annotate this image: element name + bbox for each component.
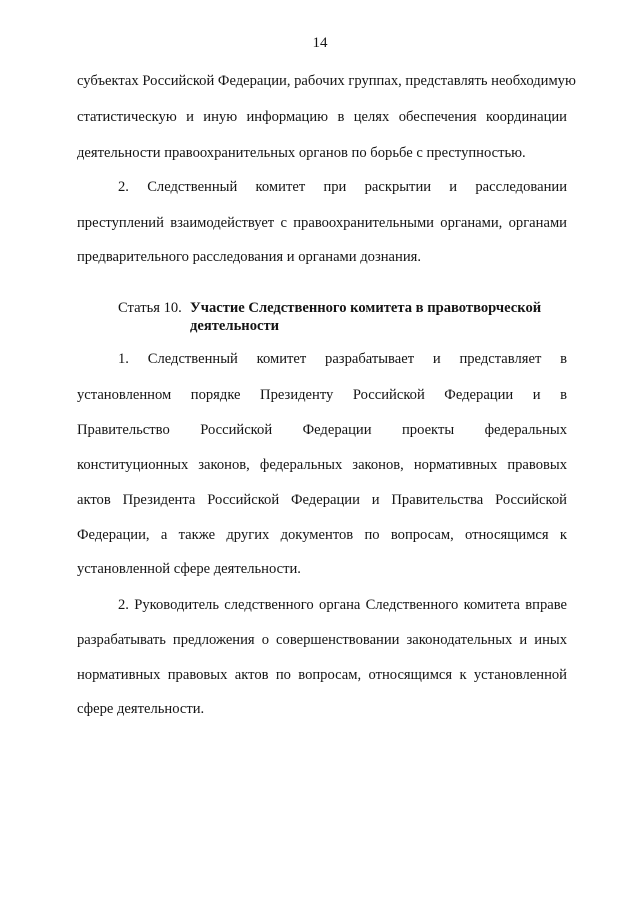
text-line: 2. Следственный комитет при раскрытии и расследовании — [118, 179, 567, 195]
text-line: статистическую и иную информацию в целях обеспечения координации — [77, 109, 567, 125]
text-line: предварительного расследования и органами дознания. — [77, 249, 421, 265]
text-line: установленной сфере деятельности. — [77, 561, 301, 577]
text-line: 2. Руководитель следственного органа Следственного комитета вправе — [118, 597, 567, 613]
text-line: установленном порядке Президенту Российской Федерации и в — [77, 387, 567, 403]
text-line: преступлений взаимодействует с правоохранительными органами, органами — [77, 215, 567, 231]
text-line: субъектах Российской Федерации, рабочих группах, представлять необходимую — [77, 73, 576, 89]
text-line: конституционных законов, федеральных законов, нормативных правовых — [77, 457, 567, 473]
text-line: разрабатывать предложения о совершенствовании законодательных и иных — [77, 632, 567, 648]
text-line: Правительство Российской Федерации проекты федеральных — [77, 422, 567, 438]
article-label: Статья 10. — [118, 300, 182, 316]
text-line: Федерации, а также других документов по вопросам, относящимся к — [77, 527, 567, 543]
text-line: 1. Следственный комитет разрабатывает и представляет в — [118, 351, 567, 367]
text-line: актов Президента Российской Федерации и Правительства Российской — [77, 492, 567, 508]
text-line: деятельности правоохранительных органов по борьбе с преступностью. — [77, 145, 526, 161]
page-number: 14 — [312, 35, 328, 51]
text-line: нормативных правовых актов по вопросам, относящимся к установленной — [77, 667, 567, 683]
article-title-line: деятельности — [190, 318, 280, 334]
article-title — [190, 299, 550, 335]
article-title-line: Участие Следственного комитета в правотворческой — [190, 300, 542, 316]
text-line: сфере деятельности. — [77, 701, 205, 717]
